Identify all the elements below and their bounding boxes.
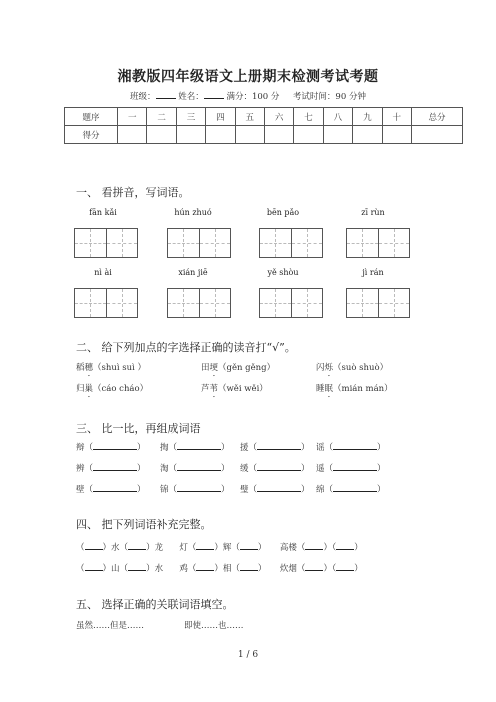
reading-choice[interactable] [201,382,268,399]
writing-grid[interactable] [259,228,323,258]
idiom-char: 高楼 [279,543,297,553]
compare-char: 辩 [76,443,85,453]
section-2-heading: 二、 给下列加点的字选择正确的读音打“√”。 [76,341,296,354]
score-header-cell: 九 [353,108,382,126]
score-cell[interactable] [264,126,293,144]
compare-char: 绵 [316,485,325,495]
score-table [64,107,463,144]
dotted-char: 眠 [324,384,334,394]
writing-grid[interactable] [74,288,138,318]
compare-char: 辨 [76,464,85,474]
reading-choice[interactable] [201,361,275,378]
compare-item[interactable]: 淘（ ） [160,464,230,474]
compare-item[interactable]: 锦（ ） [160,485,230,495]
page-title: 湘教版四年级语文上册期末检测考试考题 [117,69,379,85]
idiom-char: 辉 [222,543,232,553]
compare-item[interactable]: 缓（ ） [240,464,310,474]
writing-grid[interactable] [74,228,138,258]
idiom-char: 水 [154,564,164,574]
idiom-char: 龙 [154,543,164,553]
score-header-cell: 二 [147,108,176,126]
compare-item[interactable]: 辩（ ） [76,443,146,453]
score-cell[interactable] [353,126,382,144]
word-char: 芦 [201,384,210,394]
page-number: 1 / 6 [237,650,259,660]
score-cell[interactable] [118,126,147,144]
idiom-char: 山 [111,564,120,574]
compare-char: 援 [240,443,249,453]
conjunction-option: 虽然……但是…… [76,621,145,631]
score-cell[interactable] [294,126,323,144]
compare-item[interactable]: 壁（ ） [76,485,146,495]
word-char: 归 [76,384,85,394]
compare-char: 谣 [316,443,325,453]
reading-choice[interactable] [316,361,388,378]
pinyin-label: bēn pǎo [266,208,300,217]
word-char: 闪 [316,363,325,373]
writing-grid[interactable] [167,228,231,258]
pinyin-label: fān kǎi [89,208,117,217]
compare-char: 掏 [160,443,169,453]
score-header-cell: 总分 [412,108,463,126]
score-cell[interactable] [235,126,264,144]
compare-item[interactable]: 璧（ ） [240,485,310,495]
score-header-cell: 五 [235,108,264,126]
dotted-char: 埂 [209,363,219,373]
score-header-cell: 八 [323,108,352,126]
compare-char: 缓 [240,464,249,474]
class-label: 班级： [130,92,156,102]
score-cell[interactable] [412,126,463,144]
score-cell[interactable] [206,126,235,144]
idiom-char: 相 [222,564,232,574]
score-cell[interactable] [382,126,411,144]
name-label: 姓名： [178,92,204,102]
pinyin-label: jì rán [362,268,384,277]
reading-choice[interactable] [316,382,393,399]
idiom-char: 炊烟 [279,564,297,574]
section-5-heading: 五、 选择正确的关联词语填空。 [76,598,234,611]
score-header-cell: 三 [176,108,205,126]
pinyin-label: zī rùn [361,208,385,217]
compare-char: 淘 [160,464,169,474]
score-header-cell: 四 [206,108,235,126]
compare-item[interactable]: 辨（ ） [76,464,146,474]
reading-options: （gěn gěng） [218,363,276,373]
compare-item[interactable]: 谣（ ） [316,443,386,453]
compare-char: 遥 [316,464,325,474]
exam-info [0,90,496,102]
reading-choice[interactable] [76,382,148,399]
score-value-row [65,126,463,144]
score-header-cell: 题序 [65,108,118,126]
score-header-cell: 七 [294,108,323,126]
reading-choice[interactable] [76,361,146,378]
class-blank[interactable] [156,90,176,99]
compare-char: 壁 [76,485,85,495]
score-row-label: 得分 [65,126,118,144]
conjunction-option: 即使……也…… [184,621,244,631]
writing-grid[interactable] [346,228,410,258]
score-cell[interactable] [176,126,205,144]
idiom-char: 水 [111,543,120,553]
idiom-char: 鸡 [179,564,188,574]
dotted-char: 穗 [84,363,94,373]
pinyin-label: yě shòu [267,268,299,277]
reading-options: （shuì suì ） [93,363,147,373]
section-1-heading: 一、 看拼音，写词语。 [76,186,190,199]
reading-options: （wěi wěi） [218,384,268,394]
reading-options: （suò shuò） [333,363,389,373]
score-header-cell: 十 [382,108,411,126]
writing-grid[interactable] [167,288,231,318]
dotted-char: 巢 [84,384,94,394]
compare-item[interactable]: 援（ ） [240,443,310,453]
compare-item[interactable]: 遥（ ） [316,464,386,474]
pinyin-label: hún zhuó [174,208,212,217]
idiom-char: 灯 [179,543,188,553]
section-4-heading: 四、 把下列词语补充完整。 [76,518,212,531]
word-char: 田 [201,363,210,373]
score-header-cell: 一 [118,108,147,126]
score-header-cell: 六 [264,108,293,126]
pinyin-label: nì ài [94,268,112,277]
compare-char: 锦 [160,485,169,495]
compare-item[interactable]: 绵（ ） [316,485,386,495]
section-3-heading: 三、 比一比，再组成词语 [76,422,201,435]
full-score-label: 满分：100 分 [226,92,280,102]
score-cell[interactable] [147,126,176,144]
dotted-char: 烁 [324,363,334,373]
reading-options: （mián mán） [333,384,393,394]
exam-time-label: 考试时间：90 分钟 [292,92,366,102]
idiom-fill-row[interactable]: （ ）水（ ）龙 灯（ ）辉（ ） 高楼（ ）（ ） [76,543,363,553]
pinyin-label: xián jiē [178,268,208,277]
word-char: 睡 [316,384,325,394]
dotted-char: 苇 [209,384,219,394]
writing-grid[interactable] [346,288,410,318]
idiom-fill-row[interactable]: （ ）山（ ）水 鸡（ ）相（ ） 炊烟（ ）（ ） [76,564,363,574]
score-cell[interactable] [323,126,352,144]
score-header-row [65,108,463,126]
compare-char: 璧 [240,485,249,495]
name-blank[interactable] [204,90,224,99]
word-char: 稻 [76,363,85,373]
writing-grid[interactable] [259,288,323,318]
compare-item[interactable]: 掏（ ） [160,443,230,453]
reading-options: （cáo cháo） [93,384,149,394]
